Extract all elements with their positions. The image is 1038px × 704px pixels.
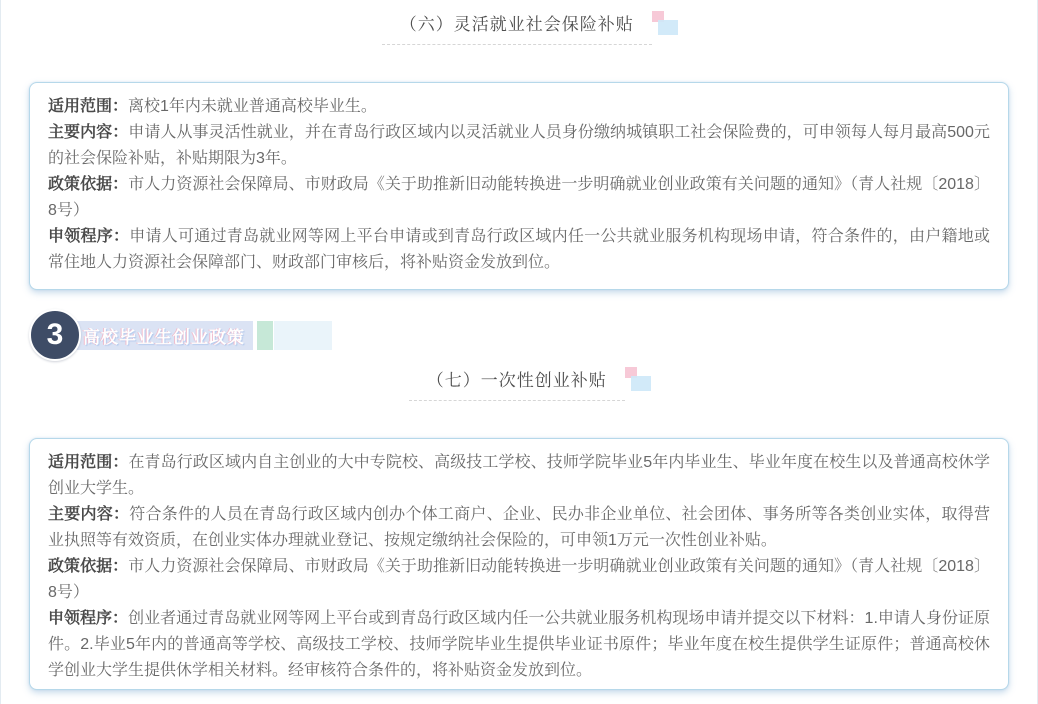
section-flexible-box xyxy=(29,82,1009,290)
policy-item-text: 市人力资源社会保障局、市财政局《关于助推新旧动能转换进一步明确就业创业政策有关问题的通知》（青人社规〔2018〕8号） xyxy=(48,558,990,601)
policy-item-label: 主要内容： xyxy=(48,124,129,141)
policy-item-label: 适用范围： xyxy=(48,98,129,115)
policy-item-text: 申请人从事灵活性就业，并在青岛行政区域内以灵活就业人员身份缴纳城镇职工社会保险费的，可申领每人每月最高500元的社会保险补贴，补贴期限为3年。 xyxy=(48,124,990,167)
policy-item-label: 主要内容： xyxy=(48,506,130,523)
policy-item-content xyxy=(48,120,990,172)
blue-square-decor xyxy=(631,376,651,391)
policy-item-label: 政策依据： xyxy=(48,176,129,193)
policy-item-text: 符合条件的人员在青岛行政区域内创办个体工商户、企业、民办非企业单位、社会团体、事务所等各类创业实体，取得营业执照等有效资质，在创业实体办理就业登记、按规定缴纳社会保险的，可申领1万元一次性创业补贴。 xyxy=(48,506,990,549)
chapter-header xyxy=(29,308,332,362)
section-flexible-title-row xyxy=(1,10,1037,45)
section-startup-title: （七）一次性创业补贴 xyxy=(409,366,625,401)
mint-accent-block xyxy=(257,321,273,350)
policy-item-label: 适用范围： xyxy=(48,454,129,471)
policy-item-label: 申领程序： xyxy=(48,228,130,245)
section-startup-box xyxy=(29,438,1009,690)
section-flexible-title: （六）灵活就业社会保险补贴 xyxy=(382,10,652,45)
policy-item-procedure xyxy=(48,606,990,684)
policy-item-basis xyxy=(48,172,990,224)
chapter-title: 高校毕业生创业政策 xyxy=(83,327,245,347)
section-startup-title-row xyxy=(1,366,1037,401)
blue-square-decor xyxy=(658,20,678,35)
policy-item-text: 创业者通过青岛就业网等网上平台或到青岛行政区域内任一公共就业服务机构现场申请并提交以下材料：1.申请人身份证原件。2.毕业5年内的普通高等学校、高级技工学校、技师学院毕业生提供毕业证书原件；毕业年度在校生提供学生证原件；普通高校休学创业大学生提供休学相关材料。经审核符合条件的，将补贴资金发放到位。 xyxy=(48,610,990,679)
policy-item-text: 申请人可通过青岛就业网等网上平台申请或到青岛行政区域内任一公共就业服务机构现场申请，符合条件的，由户籍地或常住地人力资源社会保障部门、财政部门审核后，将补贴资金发放到位。 xyxy=(48,228,990,271)
policy-item-text: 市人力资源社会保障局、市财政局《关于助推新旧动能转换进一步明确就业创业政策有关问题的通知》（青人社规〔2018〕8号） xyxy=(48,176,990,219)
policy-item-label: 申领程序： xyxy=(48,610,129,627)
policy-item-basis xyxy=(48,554,990,606)
chapter-number-badge: 3 xyxy=(29,309,81,361)
policy-item-scope xyxy=(48,94,990,120)
chapter-title-band xyxy=(65,321,253,350)
policy-item-text: 离校1年内未就业普通高校毕业生。 xyxy=(128,98,377,115)
policy-item-content xyxy=(48,502,990,554)
policy-item-label: 政策依据： xyxy=(48,558,129,575)
policy-item-text: 在青岛行政区域内自主创业的大中专院校、高级技工学校、技师学院毕业5年内毕业生、毕业年度在校生以及普通高校休学创业大学生。 xyxy=(48,454,990,497)
faint-accent-block xyxy=(274,321,332,350)
policy-item-procedure xyxy=(48,224,990,276)
policy-item-scope xyxy=(48,450,990,502)
